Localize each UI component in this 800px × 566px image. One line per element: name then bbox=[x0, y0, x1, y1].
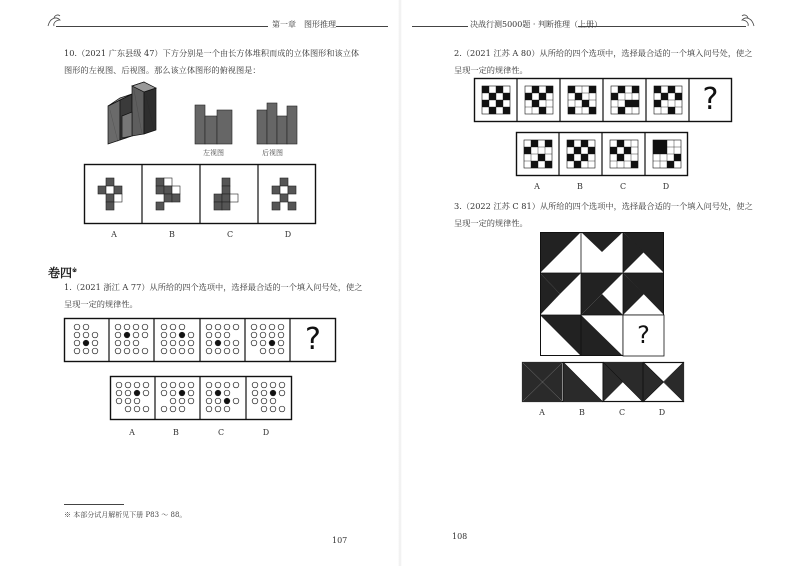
q2-text-line1: 2.（2021 江苏 A 80）从所给的四个选项中，选择最合适的一个填入问号处，使之 bbox=[454, 48, 753, 58]
q1-text-line1: 1.（2021 浙江 A 77）从所给的四个选项中，选择最合适的一个填入问号处，使之 bbox=[64, 282, 363, 292]
q10-left-view bbox=[194, 104, 234, 144]
q10-text-line1: 10.（2021 广东县级 47）下方分别是一个由长方体堆积而成的立体图形和该立体 bbox=[64, 48, 360, 58]
q10-option-d-figure bbox=[272, 178, 304, 210]
header-rule-right bbox=[578, 26, 746, 27]
q1-options-row bbox=[110, 376, 292, 420]
q2-option-c-label[interactable]: C bbox=[619, 182, 627, 191]
q3-option-c-label[interactable]: C bbox=[618, 408, 626, 417]
q2-option-b-label[interactable]: B bbox=[577, 182, 583, 191]
q2-option-d-label[interactable]: D bbox=[662, 182, 670, 191]
q10-option-a-label[interactable]: A bbox=[111, 230, 117, 239]
q10-option-a-figure bbox=[98, 178, 130, 210]
footnote-rule bbox=[64, 504, 124, 505]
q3-option-b-label[interactable]: B bbox=[579, 408, 585, 417]
q3-option-a-label[interactable]: A bbox=[539, 408, 545, 417]
q1-option-d-label[interactable]: D bbox=[262, 428, 270, 437]
q2-option-a-label[interactable]: A bbox=[534, 182, 540, 191]
q10-option-b-label[interactable]: B bbox=[169, 230, 175, 239]
q1-question-mark: ? bbox=[305, 322, 321, 357]
q2-question-mark: ? bbox=[702, 82, 719, 117]
q3-text-line2: 呈现一定的规律性。 bbox=[454, 218, 528, 228]
q1-option-b-label[interactable]: B bbox=[173, 428, 179, 437]
q3-question-mark: ? bbox=[637, 321, 650, 349]
q10-option-d-label[interactable]: D bbox=[284, 230, 292, 239]
q3-options-row bbox=[522, 362, 684, 402]
q2-options-row bbox=[516, 132, 688, 176]
header-book-title: 决战行测5000题 · 判断推理（上册） bbox=[470, 20, 602, 29]
header-chapter: 第一章 图形推理 bbox=[272, 20, 336, 29]
q10-option-c-figure bbox=[214, 178, 246, 210]
q10-left-view-caption: 左视图 bbox=[203, 149, 224, 157]
q10-back-view-caption: 后视图 bbox=[262, 149, 283, 157]
q1-text-line2: 呈现一定的规律性。 bbox=[64, 299, 138, 309]
footnote-text: ※ 本部分试月解析见下册 P83 ～ 88。 bbox=[64, 511, 187, 519]
q1-option-c-label[interactable]: C bbox=[217, 428, 225, 437]
q3-text-line1: 3.（2022 江苏 C 81）从所给的四个选项中，选择最合适的一个填入问号处，使之 bbox=[454, 201, 753, 211]
section-title-text: 卷四 bbox=[48, 266, 73, 280]
q2-text-line2: 呈现一定的规律性。 bbox=[454, 65, 528, 75]
page-fold bbox=[398, 0, 402, 566]
section-title-marker: ※ bbox=[72, 267, 78, 274]
page-number-left: 107 bbox=[332, 536, 348, 545]
flourish-right-icon bbox=[738, 14, 756, 28]
header-rule-left bbox=[56, 26, 268, 27]
q1-option-a-label[interactable]: A bbox=[129, 428, 135, 437]
q10-solid-figure bbox=[104, 80, 162, 146]
q10-text-line2: 图形的左视图、后视图。那么该立体图形的俯视图是： bbox=[64, 65, 261, 75]
q10-option-b-figure bbox=[156, 178, 188, 210]
page-number-right: 108 bbox=[452, 532, 468, 541]
header-rule-left-end bbox=[336, 26, 388, 27]
q10-back-view bbox=[256, 102, 298, 144]
q3-option-d-label[interactable]: D bbox=[658, 408, 666, 417]
header-rule-right-start bbox=[412, 26, 468, 27]
q10-option-c-label[interactable]: C bbox=[226, 230, 234, 239]
